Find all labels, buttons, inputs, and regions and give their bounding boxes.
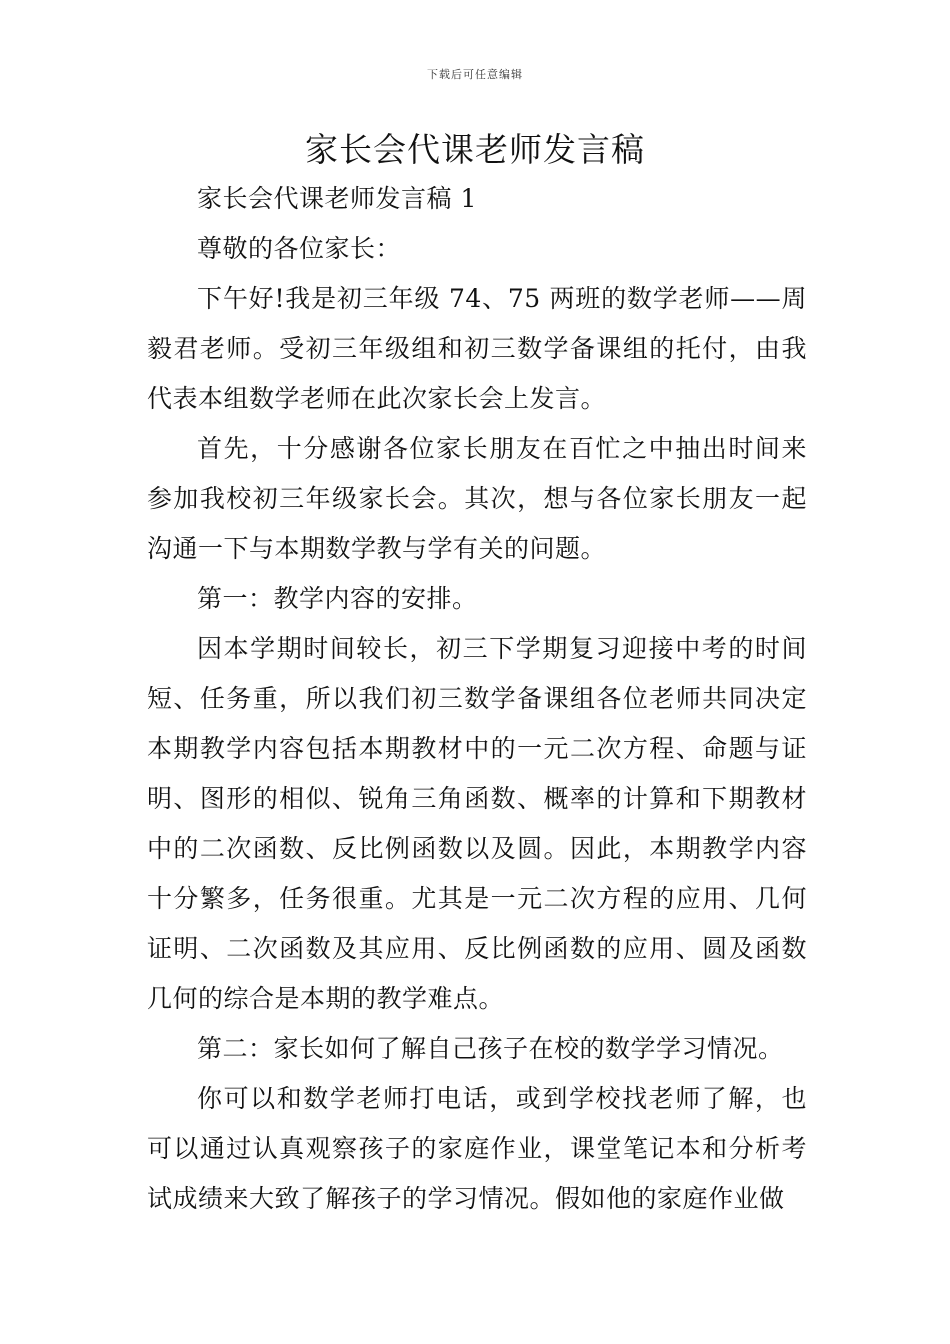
body-paragraph: 你可以和数学老师打电话，或到学校找老师了解，也可以通过认真观察孩子的家庭作业，课堂笔记本和分析考试成绩来大致了解孩子的学习情况。假如他的家庭作业做 [147, 1084, 807, 1213]
subtitle-paragraph: 家长会代课老师发言稿 1 [197, 184, 477, 213]
salutation-paragraph: 尊敬的各位家长： [197, 234, 402, 263]
body-paragraph: 因本学期时间较长，初三下学期复习迎接中考的时间短、任务重，所以我们初三数学备课组各位老师共同决定本期教学内容包括本期教材中的一元二次方程、命题与证明、图形的相似、锐角三角函数、概率的计算和下期教材中的二次函数、反比例函数以及圆。因此，本期教学内容十分繁多，任务很重。尤其是一元二次方程的应用、几何证明、二次函数及其应用、反比例函数的应用、圆及函数几何的综合是本期的教学难点。 [147, 634, 807, 1013]
header-note: 下载后可任意编辑 [427, 68, 523, 81]
document-body [147, 174, 807, 1224]
body-paragraph: 首先，十分感谢各位家长朋友在百忙之中抽出时间来参加我校初三年级家长会。其次，想与各位家长朋友一起沟通一下与本期数学教与学有关的问题。 [147, 434, 807, 563]
document-title: 家长会代课老师发言稿 [305, 130, 645, 169]
body-paragraph: 下午好!我是初三年级 74、75 两班的数学老师——周毅君老师。受初三年级组和初三数学备课组的托付，由我代表本组数学老师在此次家长会上发言。 [147, 284, 807, 413]
section-heading: 第一：教学内容的安排。 [197, 584, 478, 613]
section-heading: 第二：家长如何了解自己孩子在校的数学学习情况。 [197, 1034, 784, 1063]
